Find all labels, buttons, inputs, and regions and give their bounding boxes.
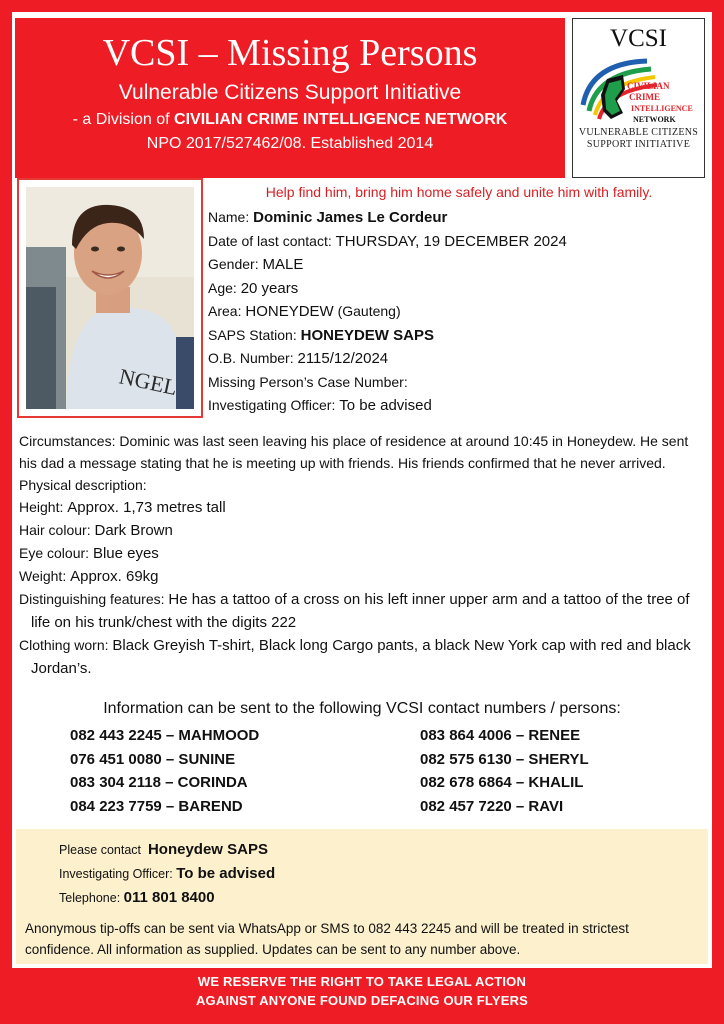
ob-label: O.B. Number: — [208, 350, 294, 366]
flyer-subtitle: Vulnerable Citizens Support Initiative — [118, 81, 462, 104]
help-message: Help find him, bring him home safely and unite him with family. — [265, 184, 653, 200]
contacts-right-column — [420, 724, 589, 818]
contact-entry: 083 864 4006 – RENEE — [420, 727, 581, 744]
case-number-label: Missing Person’s Case Number: — [208, 373, 408, 390]
clothing-value: Black Greyish T-shirt, Black long Cargo pants, a black New York cap with red and black Jordan’s. — [31, 637, 691, 677]
eye-row — [19, 542, 705, 565]
logo-caption-1: VULNERABLE CITIZENS — [578, 127, 699, 138]
gender-value: MALE — [262, 256, 304, 273]
area-label: Area: — [208, 303, 242, 319]
flyer-title: VCSI – Missing Persons — [102, 32, 478, 74]
contact-entry: 082 678 6864 – KHALIL — [420, 774, 584, 791]
contacts-left-column — [70, 724, 259, 818]
person-details — [208, 206, 567, 418]
last-contact-value: THURSDAY, 19 DECEMBER 2024 — [335, 232, 567, 250]
division-line — [15, 109, 565, 131]
legal-footer — [0, 972, 724, 1010]
physical-description-label: Physical description: — [19, 477, 147, 493]
officer-label: Investigating Officer: — [208, 397, 336, 413]
contact-entry: 083 304 2118 – CORINDA — [70, 774, 248, 791]
portrait-image — [26, 187, 194, 409]
panel-officer-row — [59, 865, 275, 882]
features-value: He has a tattoo of a cross on his left inner upper arm and a tattoo of the tree of life on his trunk/chest with the digits 222 — [31, 591, 690, 631]
height-row — [19, 496, 705, 519]
logo-caption-2: SUPPORT INITIATIVE — [586, 139, 691, 150]
features-row — [19, 588, 705, 634]
hair-row — [19, 519, 705, 542]
weight-label: Weight: — [19, 568, 67, 584]
saps-row — [208, 324, 567, 348]
name-label: Name: — [208, 209, 250, 225]
panel-officer-label: Investigating Officer: — [59, 867, 173, 881]
contact-entry: 082 575 6130 – SHERYL — [420, 750, 589, 768]
age-value: 20 years — [240, 279, 299, 297]
emblem-text-4: NETWORK — [632, 115, 676, 124]
clothing-label: Clothing worn: — [19, 637, 109, 653]
panel-contact-value: Honeydew SAPS — [147, 841, 268, 858]
hair-value: Dark Brown — [94, 522, 173, 539]
saps-value: HONEYDEW SAPS — [300, 326, 434, 344]
panel-phone-value: 011 801 8400 — [123, 889, 215, 906]
gender-label: Gender: — [208, 256, 259, 272]
last-contact-label: Date of last contact: — [208, 232, 332, 249]
height-label: Height: — [19, 499, 64, 515]
last-contact-row — [208, 230, 567, 254]
area-value: HONEYDEW — [245, 303, 334, 320]
name-row — [208, 206, 567, 230]
panel-contact-row — [59, 841, 268, 858]
panel-phone-label: Telephone: — [59, 891, 121, 905]
circumstances-section — [19, 430, 705, 680]
flyer-body — [12, 12, 712, 968]
gender-row — [208, 253, 567, 277]
ob-value: 2115/12/2024 — [297, 350, 389, 367]
hair-label: Hair colour: — [19, 522, 91, 538]
division-prefix: - a Division of — [72, 111, 170, 128]
ob-row — [208, 347, 567, 371]
npo-line: NPO 2017/527462/08. Established 2014 — [146, 135, 434, 152]
officer-row — [208, 394, 567, 418]
circumstances-text: Circumstances: Dominic was last seen leaving his place of residence at around 10:45 in Honeydew. He sent his dad a message stating that he is meeting up with friends. His friends confirmed that he never arrived. — [19, 433, 689, 471]
logo-emblem-icon — [577, 53, 701, 127]
contact-entry: 084 223 7759 – BAREND — [70, 797, 243, 815]
emblem-text-3: INTELLIGENCE — [630, 104, 693, 113]
age-label: Age: — [208, 279, 237, 296]
area-region: (Gauteng) — [337, 303, 401, 319]
footer-line-2: AGAINST ANYONE FOUND DEFACING OUR FLYERS — [195, 993, 529, 1008]
division-name: CIVILIAN CRIME INTELLIGENCE NETWORK — [174, 111, 508, 128]
age-row — [208, 277, 567, 301]
emblem-text-1: CIVILIAN — [626, 81, 670, 91]
weight-row — [19, 565, 705, 588]
panel-contact-label: Please contact — [59, 843, 141, 857]
features-label: Distinguishing features: — [19, 591, 165, 607]
weight-value: Approx. 69kg — [70, 568, 159, 585]
clothing-row — [19, 634, 705, 680]
area-row — [208, 300, 567, 324]
missing-person-photo — [17, 178, 203, 418]
vcsi-logo — [572, 18, 705, 178]
contact-entry: 082 457 7220 – RAVI — [420, 797, 564, 815]
emblem-text-2: CRIME — [628, 92, 660, 102]
header-banner — [15, 18, 565, 178]
contact-entry: 082 443 2245 – MAHMOOD — [70, 727, 260, 744]
panel-phone-row — [59, 889, 215, 906]
eye-label: Eye colour: — [19, 545, 90, 561]
logo-title: VCSI — [610, 25, 667, 52]
case-number-row — [208, 371, 567, 395]
eye-value: Blue eyes — [92, 545, 159, 562]
contact-entry: 076 451 0080 – SUNINE — [70, 750, 236, 768]
height-value: Approx. 1,73 metres tall — [67, 499, 226, 516]
contacts-heading: Information can be sent to the following VCSI contact numbers / persons: — [103, 700, 621, 717]
officer-value: To be advised — [339, 397, 432, 414]
shirt-print: NGEL — [116, 363, 180, 401]
panel-officer-value: To be advised — [176, 865, 276, 882]
saps-label: SAPS Station: — [208, 326, 297, 343]
police-contact-panel — [16, 829, 708, 964]
footer-line-1: WE RESERVE THE RIGHT TO TAKE LEGAL ACTION — [197, 974, 527, 989]
person-name: Dominic James Le Cordeur — [253, 209, 448, 226]
anonymous-tip-text: Anonymous tip-offs can be sent via WhatsApp or SMS to 082 443 2245 and will be treated in strictest confidence. All information as supplied. Updates can be sent to any number above. — [25, 921, 629, 957]
